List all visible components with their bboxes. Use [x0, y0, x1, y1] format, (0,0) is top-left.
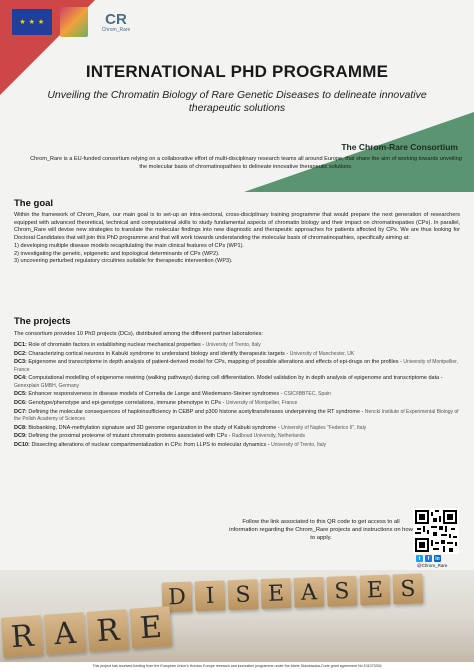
- letter-block: E: [260, 578, 291, 609]
- goal-paragraph: Within the framework of Chrom_Rare, our main goal is to set-up an intra-sectoral, cross-disciplinary training programme that would prepare the next generation of researchers equipped with advanced theoretical, technical and computational skills to study fundamental aspects of chromatin biology and their impact on chromatinopaties (CPs). In parallel, Chrom_Rare will devise new strategies to translate the molecular findings into new diagnostic and therapeutic approaches for patients affected by CPs. We are thus looking for Doctoral Candidates that will join this PhD programme and that will work towards understanding the molecular basis of chromatinopathies, specifically aiming at:: [14, 212, 460, 242]
- goal-aim: 1) developing multiple disease models recapitulating the main clinical features of CPs (WP1).: [14, 242, 245, 249]
- qr-code-icon[interactable]: [413, 508, 459, 554]
- eu-flag-icon: ★ ★ ★: [12, 9, 52, 35]
- social-handle: @Chrom_Rare: [417, 563, 448, 568]
- funding-footer: This project has received funding from the European Union's Horizon Europe research and innovation programme under the Marie Skłodowska-Curie grant agreement No 101073334: [0, 662, 474, 670]
- goal-aim: 2) investigating the genetic, epigenetic and topological determinants of CPs (WP2).: [14, 250, 220, 257]
- consortium-heading: The Chrom-Rare Consortium: [341, 142, 458, 152]
- goal-aim: 3) uncovering perturbed regulatory circuitries suitable for therapeutic intervention (WP3).: [14, 258, 233, 265]
- letter-block: E: [129, 606, 172, 649]
- project-item: DC4: Computational modelling of epigenome rewiring (walking pathways) during cell differentiation. Model validation by in depth analysis of epigenome and transcriptome data - Genexplain GMBH, Germany: [14, 375, 443, 389]
- letter-block: R: [87, 609, 130, 652]
- letter-block: I: [195, 580, 226, 611]
- chrom-rare-logo: CR Chrom_Rare: [101, 10, 131, 33]
- letter-block: S: [228, 579, 259, 610]
- letter-blocks-photo: [0, 570, 474, 662]
- page-title: INTERNATIONAL PHD PROGRAMME: [85, 62, 389, 81]
- diseases-blocks: [162, 573, 424, 612]
- letter-block: E: [359, 575, 390, 606]
- partner-logo: [60, 7, 88, 37]
- project-item: DC1: Role of chromatin factors in establishing nuclear mechanical properties - University of Trento, Italy: [14, 342, 261, 348]
- letter-block: A: [293, 577, 324, 608]
- letter-block: S: [326, 576, 357, 607]
- linkedin-icon[interactable]: in: [435, 555, 440, 562]
- qr-code-graphic: [415, 510, 457, 552]
- letter-block: S: [392, 573, 423, 604]
- project-item: DC6: Genotype/phenotype and epi-genotype correlations, immune phenotype in CPs - University of Montpellier, France: [14, 400, 298, 407]
- twitter-icon[interactable]: t: [416, 555, 423, 562]
- project-item: DC7: Defining the molecular consequences of haploinsufficiency in CEBP and p300 histone acetyltransferases underpinning the RT syndrome - Nencki Institute of Experimental Biology of the Polish Academy of Sciences: [14, 408, 459, 423]
- projects-heading: The projects: [14, 316, 71, 327]
- letter-block: D: [162, 582, 193, 613]
- rare-blocks: [1, 606, 172, 658]
- projects-list: [14, 342, 460, 451]
- project-item: DC9: Defining the proximal proteome of mutant chromatin proteins associated with CPs - Radboud University, Netherlands: [14, 433, 305, 440]
- qr-instructions: Follow the link associated to this QR code to get access to all information regarding the Chrom_Rare projects and instructions on how to apply.: [229, 519, 413, 541]
- project-item: DC10: Dissecting alterations of nuclear compartmentalization in CPs: from LLPS to molecular dynamics - University of Trento, Italy: [14, 441, 327, 448]
- projects-intro: The consortium provides 10 PhD projects (DCs), distributed among the different partner laboratories:: [14, 331, 263, 337]
- project-item: DC8: Biobanking, DNA-methylation signature and 3D genome organization in the study of Kabuki syndrome - University of Naples "Federico II", Italy: [14, 424, 367, 431]
- goal-heading: The goal: [14, 198, 54, 209]
- social-icons: [416, 555, 441, 562]
- page-subtitle: Unveiling the Chromatin Biology of Rare Genetic Diseases to delineate innovative therapeutic solutions: [47, 89, 427, 115]
- project-item: DC5: Enhancer responsiveness in disease models of Cornelia de Lange and Wiedemann-Steiner syndromes - CSIC/IBBTEC, Spain: [14, 391, 331, 398]
- green-triangle-decoration: [244, 112, 474, 192]
- project-item: DC2: Characterizing cortical neurons in Kabuki syndrome to understand biology and identify therapeutic targets - University of Manchester, UK: [14, 350, 355, 357]
- facebook-icon[interactable]: f: [425, 555, 432, 562]
- goal-body: [14, 212, 460, 266]
- consortium-description: Chrom_Rare is a EU-funded consortium relying on a collaborative effort of multi-disciplinary research teams all around Europe, that share the aim of working towards unveiling the molecular basis of chromatinopathies to delineate innovative therapeutic solutions.: [30, 156, 462, 170]
- project-item: DC3: Epigenome and transcriptome in depth analysis of patient-derived model for CPs, mapping of possible alterations and effects of epi-drugs on the profiles - University of Montpellier, France: [14, 359, 458, 373]
- logo-bar: [12, 6, 136, 38]
- letter-block: A: [44, 612, 87, 655]
- letter-block: R: [1, 615, 44, 658]
